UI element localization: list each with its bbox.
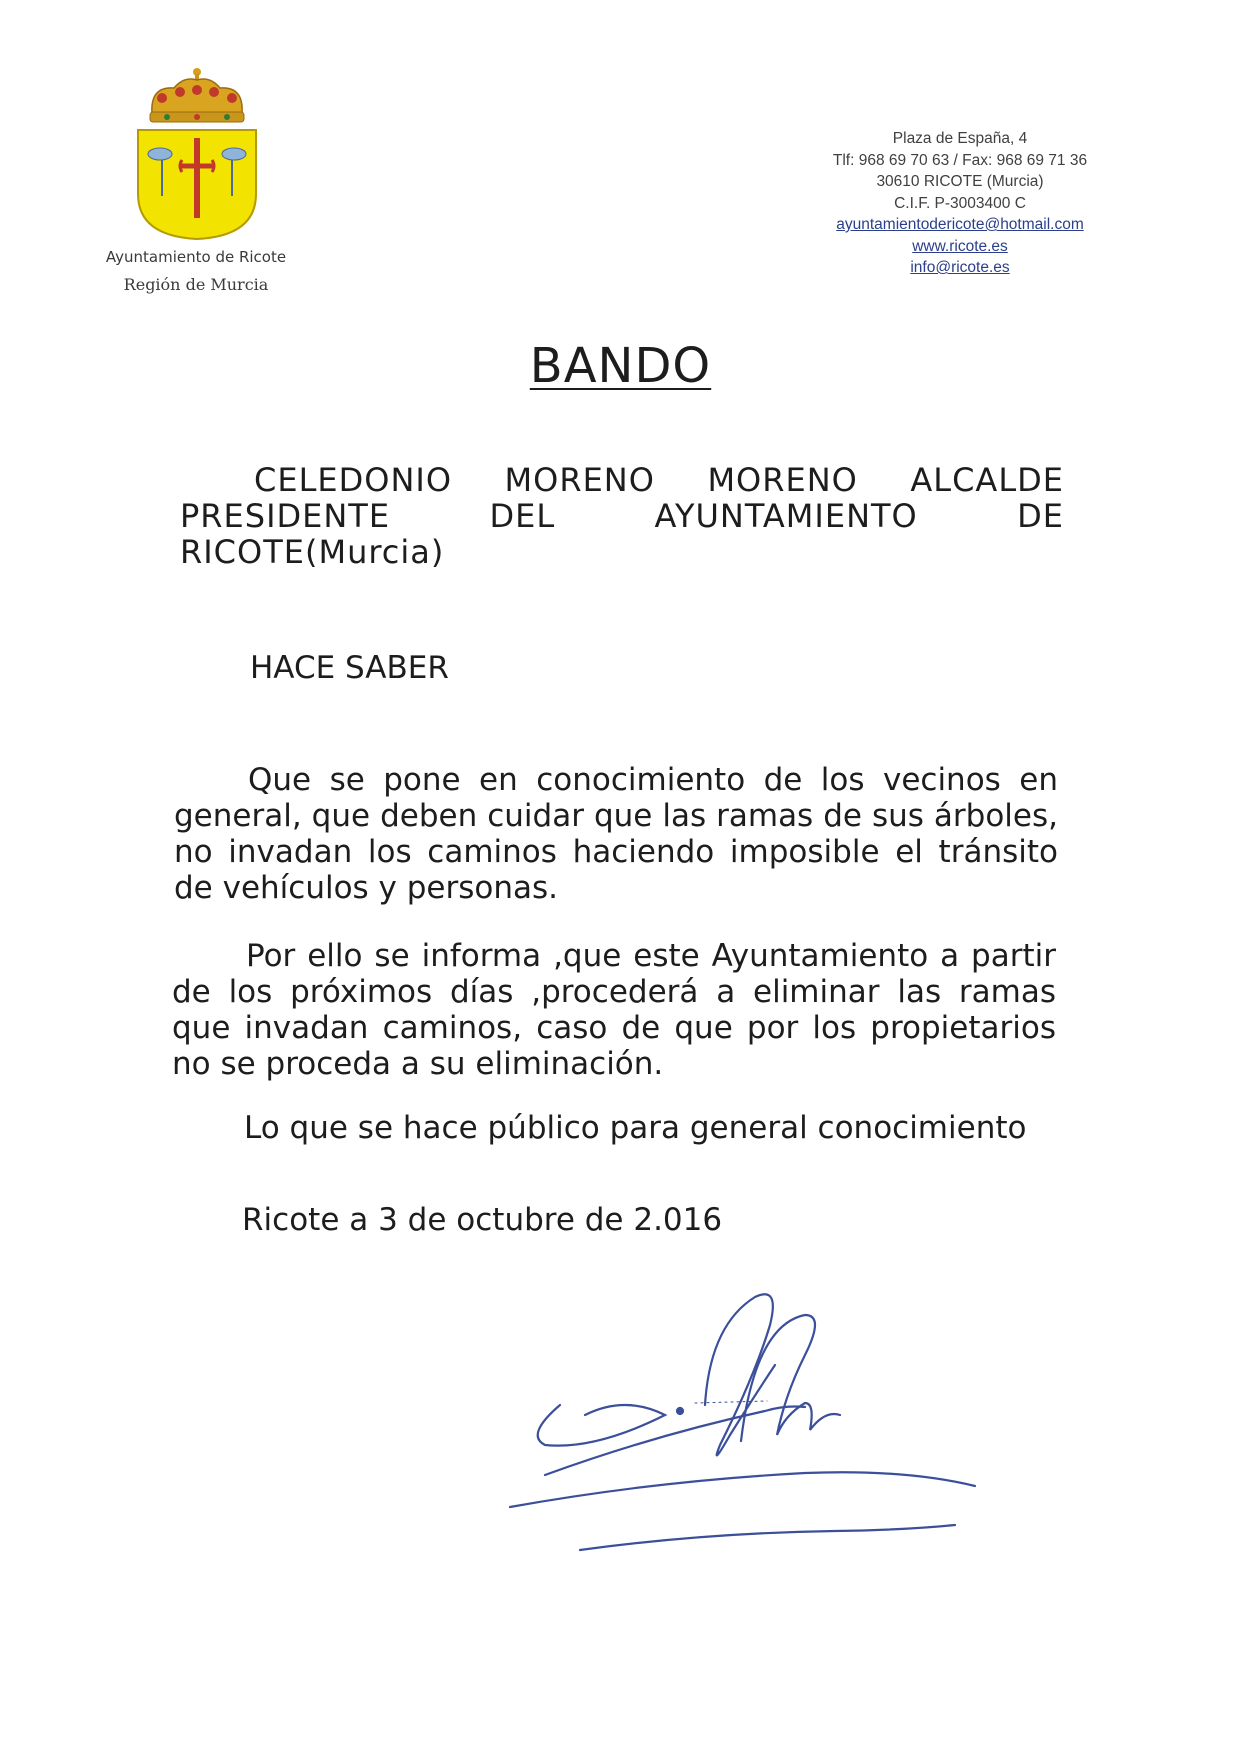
mayor-statement: CELEDONIO MORENO MORENO ALCALDE PRESIDENTE DEL AYUNTAMIENTO DE RICOTE(Murcia) [180, 461, 1064, 571]
contact-email-hotmail-link[interactable]: ayuntamientodericote@hotmail.com [836, 216, 1084, 233]
contact-cif: C.I.F. P-3003400 C [894, 194, 1026, 212]
contact-website-link[interactable]: www.ricote.es [912, 237, 1008, 255]
contact-phone-fax: Tlf: 968 69 70 63 / Fax: 968 69 71 36 [832, 151, 1088, 169]
contact-postal-city: 30610 RICOTE (Murcia) [876, 173, 1044, 190]
contact-email-info-link[interactable]: info@ricote.es [910, 259, 1010, 276]
body-paragraph-1: Que se pone en conocimiento de los vecinos en general, que deben cuidar que las ramas de sus árboles, no invadan los caminos haciendo imposible el tránsito de vehículos y personas. [174, 762, 1058, 906]
municipality-name [76, 244, 316, 298]
municipality-line-1: Ayuntamiento de Ricote [105, 248, 287, 266]
document-title [0, 338, 1241, 394]
body-paragraph-3: Lo que se hace público para general conocimiento [244, 1110, 1027, 1146]
body-paragraph-2: Por ello se informa ,que este Ayuntamiento a partir de los próximos días ,procederá a eliminar las ramas que invadan caminos, caso de que por los propietarios no se proceda a su eliminación. [172, 938, 1056, 1082]
date-line: Ricote a 3 de octubre de 2.016 [242, 1202, 723, 1238]
handwritten-signature-icon [505, 1285, 1045, 1555]
coat-of-arms-icon [132, 66, 262, 241]
municipality-line-2: Región de Murcia [123, 275, 269, 294]
announcement-heading: HACE SABER [250, 650, 449, 686]
contact-block [800, 128, 1120, 279]
document-title-text: BANDO [529, 338, 712, 394]
contact-address: Plaza de España, 4 [892, 130, 1028, 147]
